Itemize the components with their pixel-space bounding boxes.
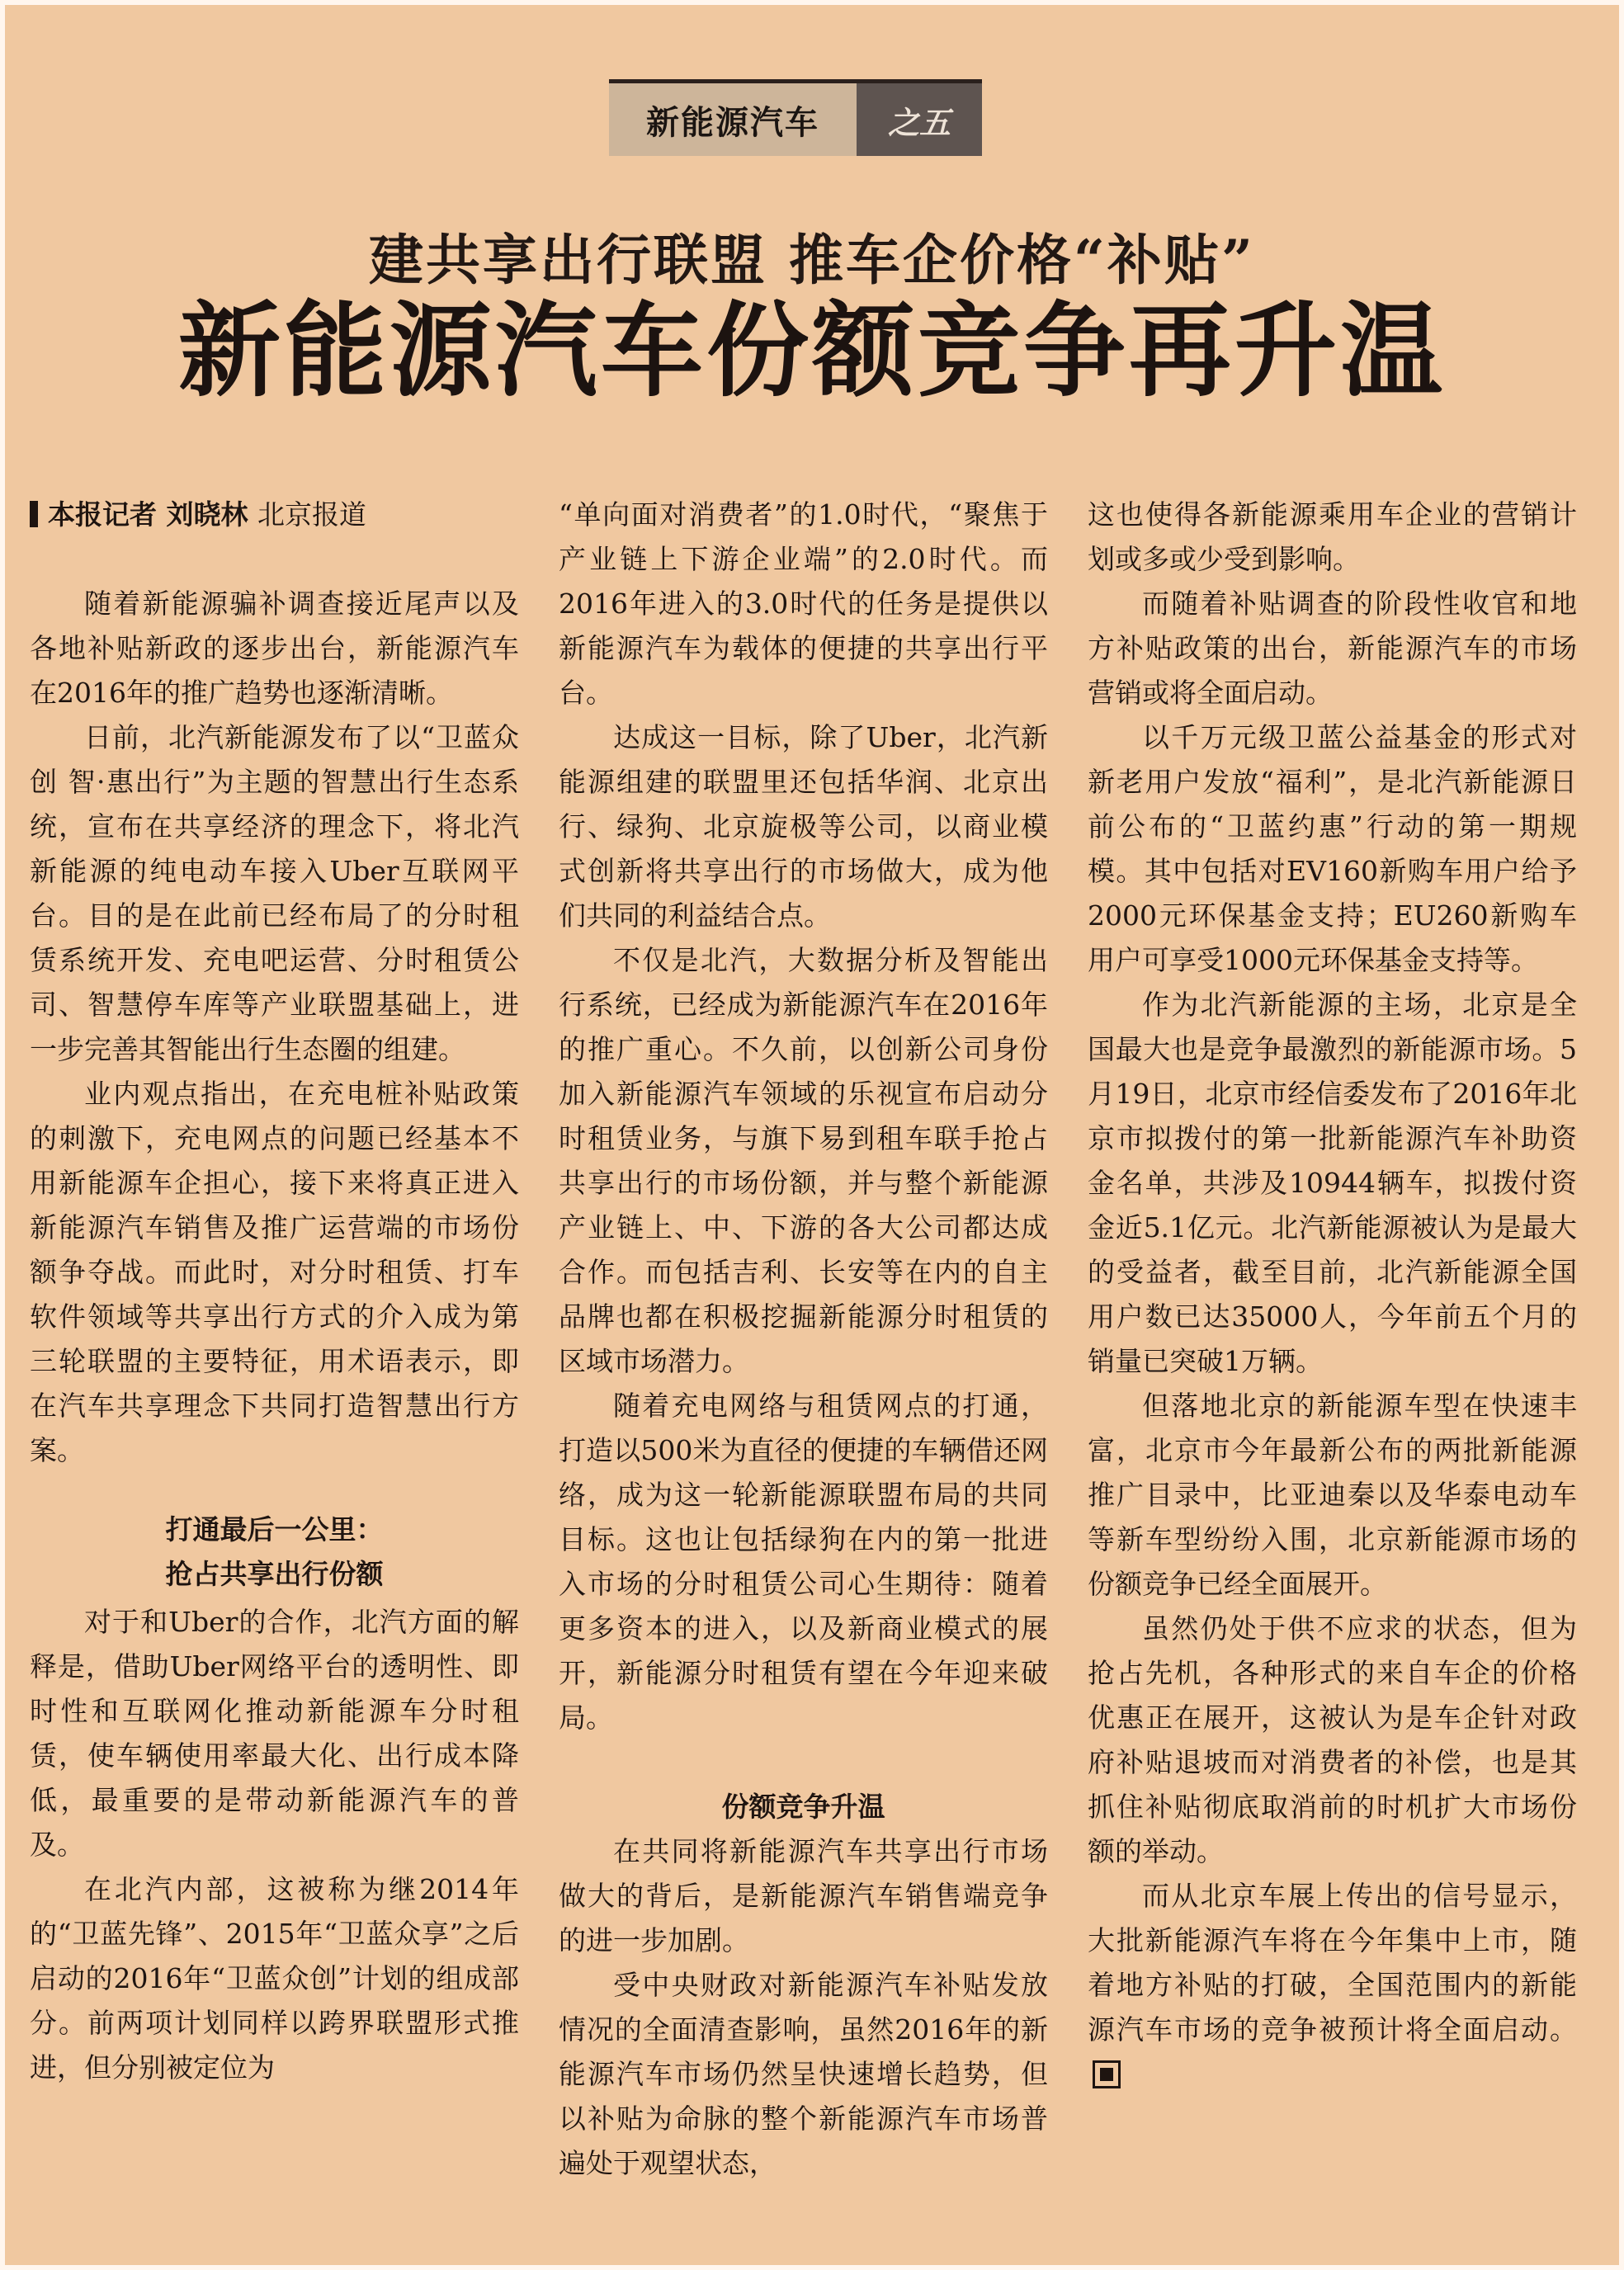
paragraph: 随着充电网络与租赁网点的打通，打造以500米为直径的便捷的车辆借还网络，成为这一轮新能源联盟布局的共同目标。这也让包括绿狗在内的第一批进入市场的分时租赁公司心生期待：随着更多资本的进入，以及新商业模式的展开，新能源分时租赁有望在今年迎来破局。 (559, 1390, 1048, 1734)
paragraph-text: 而从北京车展上传出的信号显示，大批新能源汽车将在今年集中上市，随着地方补贴的打破，全国范围内的新能源汽车市场的竞争被预计将全面启动。 (1088, 1880, 1577, 2046)
section-heading-line: 抢占共享出行份额 (165, 1558, 384, 1590)
article-column-2 (559, 493, 1048, 2234)
column-tag-series: 之五 (857, 83, 982, 156)
byline-reporter: 本报记者 刘晓林 (48, 498, 248, 531)
section-heading-1 (30, 1508, 519, 1597)
end-mark-icon (1093, 2060, 1121, 2088)
paragraph-last (1088, 1874, 1577, 2097)
article-column-3 (1088, 493, 1577, 2234)
paragraph: 业内观点指出，在充电桩补贴政策的刺激下，充电网点的问题已经基本不用新能源车企担心，接下来将真正进入新能源汽车销售及推广运营端的市场份额争夺战。而此时，对分时租赁、打车软件领域等共享出行方式的介入成为第三轮联盟的主要特征，用术语表示，即在汽车共享理念下共同打造智慧出行方案。 (30, 1078, 519, 1466)
section-heading-2: 份额竞争升温 (721, 1791, 885, 1823)
paragraph: “单向面对消费者”的1.0时代，“聚焦于产业链上下游企业端”的2.0时代。而2016年进入的3.0时代的任务是提供以新能源汽车为载体的便捷的共享出行平台。 (559, 498, 1048, 709)
paragraph: 这也使得各新能源乘用车企业的营销计划或多或少受到影响。 (1088, 498, 1577, 575)
paragraph: 以千万元级卫蓝公益基金的形式对新老用户发放“福利”，是北汽新能源日前公布的“卫蓝约惠”行动的第一期规模。其中包括对EV160新购车用户给予2000元环保基金支持；EU260新购车用户可享受1000元环保基金支持等。 (1088, 721, 1577, 976)
column-tag-name: 新能源汽车 (609, 83, 857, 156)
paragraph: 但落地北京的新能源车型在快速丰富，北京市今年最新公布的两批新能源推广目录中，比亚迪秦以及华泰电动车等新车型纷纷入围，北京新能源市场的份额竞争已经全面展开。 (1088, 1390, 1577, 1600)
paragraph: 受中央财政对新能源汽车补贴发放情况的全面清查影响，虽然2016年的新能源汽车市场仍然呈快速增长趋势，但以补贴为命脉的整个新能源汽车市场普遍处于观望状态， (559, 1969, 1048, 2179)
article-column-1 (30, 493, 519, 2234)
paragraph: 达成这一目标，除了Uber，北汽新能源组建的联盟里还包括华润、北京出行、绿狗、北京旋极等公司，以商业模式创新将共享出行的市场做大，成为他们共同的利益结合点。 (559, 721, 1048, 932)
column-tag (609, 79, 982, 156)
article-subtitle: 建共享出行联盟 推车企价格“补贴” (369, 228, 1255, 292)
article-headline: 新能源汽车份额竞争再升温 (177, 291, 1446, 411)
paragraph: 随着新能源骗补调查接近尾声以及各地补贴新政的逐步出台，新能源汽车在2016年的推广趋势也逐渐清晰。 (30, 588, 519, 709)
article-body (30, 493, 1577, 2234)
paragraph: 日前，北汽新能源发布了以“卫蓝众创 智·惠出行”为主题的智慧出行生态系统，宣布在共享经济的理念下，将北汽新能源的纯电动车接入Uber互联网平台。目的是在此前已经布局了的分时租赁系统开发、充电吧运营、分时租赁公司、智慧停车库等产业联盟基础上，进一步完善其智能出行生态圈的组建。 (30, 721, 519, 1065)
paragraph: 对于和Uber的合作，北汽方面的解释是，借助Uber网络平台的透明性、即时性和互联网化推动新能源车分时租赁，使车辆使用率最大化、出行成本降低，最重要的是带动新能源汽车的普及。 (30, 1606, 519, 1861)
byline-place: 北京报道 (257, 498, 366, 531)
paragraph: 不仅是北汽，大数据分析及智能出行系统，已经成为新能源汽车在2016年的推广重心。不久前，以创新公司身份加入新能源汽车领域的乐视宣布启动分时租赁业务，与旗下易到租车联手抢占共享出行的市场份额，并与整个新能源产业链上、中、下游的各大公司都达成合作。而包括吉利、长安等在内的自主品牌也都在积极挖掘新能源分时租赁的区域市场潜力。 (559, 944, 1048, 1377)
paragraph: 虽然仍处于供不应求的状态，但为抢占先机，各种形式的来自车企的价格优惠正在展开，这被认为是车企针对政府补贴退坡而对消费者的补偿，也是其抓住补贴彻底取消前的时机扩大市场份额的举动。 (1088, 1612, 1577, 1867)
section-heading-line: 打通最后一公里： (165, 1513, 384, 1546)
byline-bar (30, 501, 38, 527)
byline (30, 493, 519, 537)
paragraph: 在北汽内部，这被称为继2014年的“卫蓝先锋”、2015年“卫蓝众享”之后启动的2016年“卫蓝众创”计划的组成部分。前两项计划同样以跨界联盟形式推进，但分别被定位为 (30, 1873, 519, 2084)
paragraph: 作为北汽新能源的主场，北京是全国最大也是竞争最激烈的新能源市场。5月19日，北京市经信委发布了2016年北京市拟拨付的第一批新能源汽车补助资金名单，共涉及10944辆车，拟拨付资金近5.1亿元。北汽新能源被认为是最大的受益者，截至目前，北汽新能源全国用户数已达35000人，今年前五个月的销量已突破1万辆。 (1088, 989, 1577, 1377)
paragraph: 而随着补贴调查的阶段性收官和地方补贴政策的出台，新能源汽车的市场营销或将全面启动。 (1088, 588, 1577, 709)
paragraph: 在共同将新能源汽车共享出行市场做大的背后，是新能源汽车销售端竞争的进一步加剧。 (559, 1835, 1048, 1956)
